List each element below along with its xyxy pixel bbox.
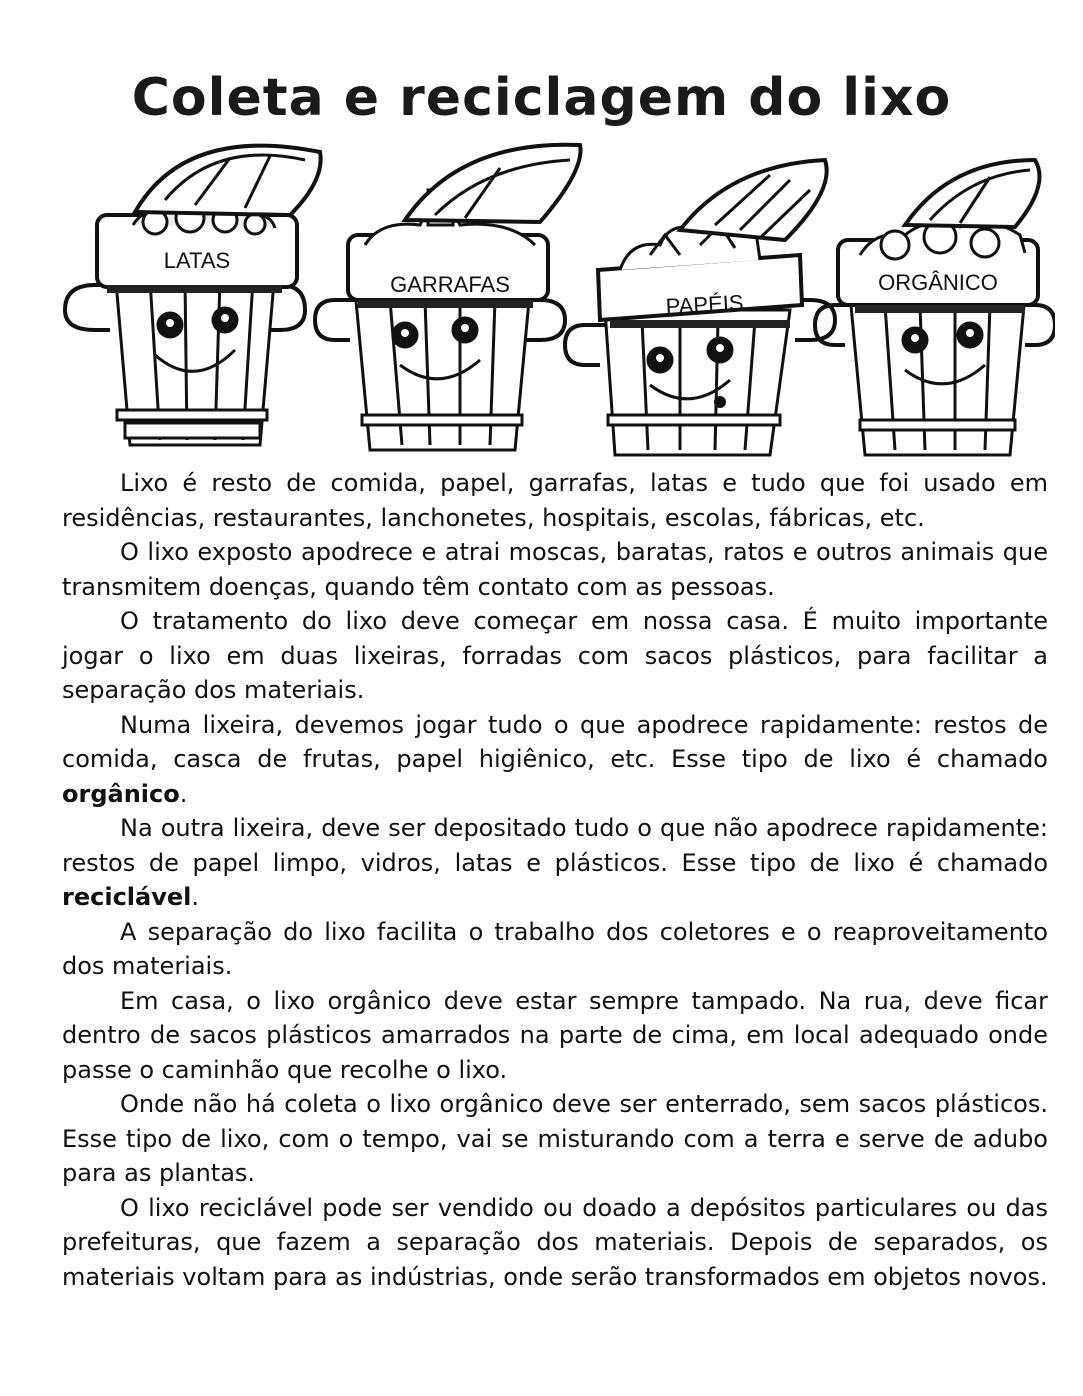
paragraph-7: Em casa, o lixo orgânico deve estar sempre tampado. Na rua, deve ficar dentro de sacos plásticos amarrados na parte de cima, em local adequado onde passe o caminhão que recolhe o lixo. — [62, 986, 1048, 1084]
bin-garrafas — [315, 145, 581, 450]
bin-label-organico: ORGÂNICO — [878, 270, 998, 295]
paragraph-1: Lixo é resto de comida, papel, garrafas, latas e tudo que foi usado em residências, restaurantes, lanchonetes, hospitais, escolas, fábricas, etc. — [62, 469, 1048, 532]
paragraph-6: A separação do lixo facilita o trabalho dos coletores e o reaproveitamento dos materiais. — [62, 917, 1048, 980]
recycling-bins-illustration — [55, 140, 1055, 460]
bin-latas — [65, 146, 321, 445]
term-organico: orgânico — [62, 779, 180, 808]
paragraph-9: O lixo reciclável pode ser vendido ou doado a depósitos particulares ou das prefeituras, que fazem a separação dos materiais. Depois de separados, os materiais voltam para as indústrias, onde serão transformados em objetos novos. — [62, 1193, 1048, 1291]
paragraph-2: O lixo exposto apodrece e atrai moscas, baratas, ratos e outros animais que transmitem doenças, quando têm contato com as pessoas. — [62, 538, 1048, 601]
bin-organico — [815, 160, 1055, 455]
term-reciclavel: reciclável — [62, 883, 192, 911]
paragraph-8: Onde não há coleta o lixo orgânico deve ser enterrado, sem sacos plásticos. Esse tipo de lixo, com o tempo, vai se misturando com a terra e serve de adubo para as plantas. — [62, 1090, 1048, 1187]
bin-label-garrafas: GARRAFAS — [390, 272, 510, 297]
paragraph-5 — [62, 811, 1048, 915]
article-body — [62, 466, 1048, 1294]
bin-label-papeis: PAPÉIS — [665, 289, 745, 320]
bin-papeis — [565, 160, 835, 455]
page-title: Coleta e reciclagem do lixo — [131, 68, 952, 128]
paragraph-5-end: . — [191, 883, 200, 911]
paragraph-5-text: Na outra lixeira, deve ser depositado tudo o que não apodrece rapidamente: restos de papel limpo, vidros, latas e plásticos. Esse tipo de lixo é chamado — [62, 814, 1048, 877]
paragraph-4-end: . — [179, 779, 188, 808]
paragraph-3: O tratamento do lixo deve começar em nossa casa. É muito importante jogar o lixo em duas lixeiras, forradas com sacos plásticos, para facilitar a separação dos materiais. — [62, 607, 1048, 704]
paragraph-4 — [62, 708, 1048, 812]
bin-label-latas: LATAS — [163, 248, 231, 273]
paragraph-4-text: Numa lixeira, devemos jogar tudo o que apodrece rapidamente: restos de comida, casca de frutas, papel higiênico, etc. Esse tipo de lixo é chamado — [62, 710, 1048, 773]
